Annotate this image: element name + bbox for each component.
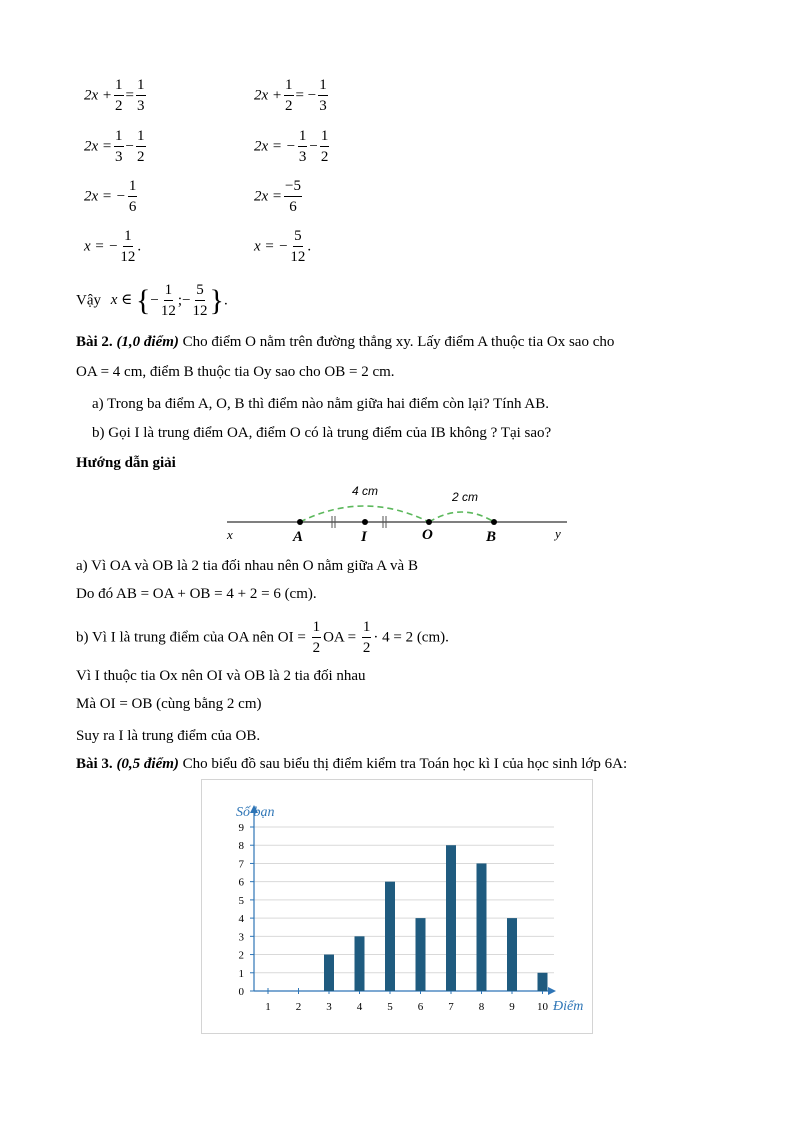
left-brace: { [136, 284, 151, 317]
bar-9 [507, 918, 517, 991]
equation-line-left-4: x = − $\frac{1}{12}$ . [84, 228, 142, 265]
fraction: $\frac{1}{3}$ [137, 77, 145, 114]
bai3-text: Cho biểu đồ sau biểu thị điểm kiểm tra Toán học kì I của học sinh lớp 6A: [182, 756, 628, 772]
label-O: O [422, 527, 433, 543]
x-axis-title: Điểm [553, 999, 584, 1014]
fraction: $\frac{1}{3}$ [319, 77, 327, 114]
point-A [297, 519, 303, 525]
bar-3 [324, 955, 334, 991]
bai2-line1 [76, 334, 614, 351]
y-tick-label-1: 1 [238, 967, 244, 980]
x-tick-label-10: 10 [537, 1001, 548, 1013]
fraction: $\frac{5}{12}$ [192, 282, 208, 319]
conclusion-var: x ∈ [110, 292, 133, 309]
y-tick-label-2: 2 [238, 949, 244, 962]
bar-8 [477, 863, 487, 991]
x-tick-label-7: 7 [448, 1001, 454, 1013]
label-I: I [361, 529, 367, 545]
label-x: x [227, 527, 233, 542]
bar-5 [385, 882, 395, 991]
fraction-half: $\frac{1}{2}$ [362, 619, 371, 656]
fraction: $\frac{5}{12}$ [290, 228, 306, 265]
bai2-label: Bài 2. [76, 334, 113, 350]
fraction: $\frac{1}{3}$ [115, 128, 123, 165]
bar-7 [446, 845, 456, 991]
equation-line-right-4: x = − $\frac{5}{12}$ . [254, 228, 312, 265]
fraction: $\frac{1}{3}$ [298, 128, 307, 165]
y-tick-label-3: 3 [238, 931, 244, 944]
y-tick-label-5: 5 [238, 894, 244, 907]
equation-line-left-2: 2x = $\frac{1}{3}$ − $\frac{1}{2}$ [84, 128, 145, 165]
x-tick-label-9: 9 [509, 1001, 515, 1013]
arc1-label: 4 cm [352, 484, 379, 498]
y-tick-label-7: 7 [238, 858, 244, 871]
sol-b3: Mà OI = OB (cùng bằng 2 cm) [76, 696, 262, 712]
x-tick-label-4: 4 [356, 1001, 363, 1013]
y-tick-label-0: 0 [238, 986, 244, 998]
arc2-label: 2 cm [452, 490, 479, 504]
sol-b2: Vì I thuộc tia Ox nên OI và OB là 2 tia đối nhau [76, 668, 366, 684]
equation-line-right-1: 2x + $\frac{1}{2}$ = − $\frac{1}{3}$ [254, 77, 327, 114]
sol-a1: a) Vì OA và OB là 2 tia đối nhau nên O nằm giữa A và B [76, 558, 418, 574]
x-tick-label-3: 3 [326, 1001, 332, 1013]
bar-10 [538, 973, 548, 991]
y-tick-label-4: 4 [238, 913, 244, 926]
chart-frame [201, 779, 593, 1034]
equation-line-left-3: 2x = − $\frac{1}{6}$ [84, 178, 137, 215]
y-axis-title: Số bạn [236, 805, 275, 820]
equation-line-right-3: 2x = $\frac{-5}{6}$ [254, 178, 301, 215]
conclusion-prefix: Vậy [76, 292, 101, 309]
bai3-line [76, 756, 627, 773]
fraction: $\frac{-5}{6}$ [285, 178, 301, 215]
fraction: $\frac{1}{12}$ [120, 228, 136, 265]
fraction: $\frac{1}{6}$ [128, 178, 137, 215]
x-tick-label-2: 2 [295, 1001, 302, 1013]
sol-b1: b) Vì I là trung điểm của OA nên OI = $\frac{1}{2}$ OA = $\frac{1}{2}$ · 4 = 2 (cm). [76, 619, 449, 656]
arc-OB [429, 512, 494, 522]
fraction-half: $\frac{1}{2}$ [312, 619, 321, 656]
fraction: $\frac{1}{2}$ [115, 77, 123, 114]
x-tick-label-1: 1 [265, 1001, 271, 1013]
point-I [362, 519, 368, 525]
y-tick-label-6: 6 [238, 876, 244, 889]
x-tick-label-6: 6 [417, 1001, 424, 1013]
equation-line-left-1: 2x + $\frac{1}{2}$ = $\frac{1}{3}$ [84, 77, 145, 114]
bai3-points: (0,5 điểm) [116, 756, 179, 772]
bai2-text: Cho điểm O nằm trên đường thẳng xy. Lấy điểm A thuộc tia Ox sao cho [182, 334, 615, 350]
bar-6 [416, 918, 426, 991]
right-brace: } [209, 284, 224, 317]
bai2-question-b: b) Gọi I là trung điểm OA, điểm O có là trung điểm của IB không ? Tại sao? [92, 425, 552, 441]
label-A: A [293, 529, 304, 545]
bar-4 [355, 936, 365, 991]
bar-chart [202, 780, 592, 1033]
point-O [426, 519, 432, 525]
equation-line-right-2: 2x = − $\frac{1}{3}$ − $\frac{1}{2}$ [254, 128, 329, 165]
x-tick-label-5: 5 [387, 1001, 393, 1013]
guide-title: Hướng dẫn giải [76, 455, 176, 471]
sol-b4: Suy ra I là trung điểm của OB. [76, 728, 261, 744]
label-B: B [486, 529, 497, 545]
conclusion-line: Vậy x ∈ {− $\frac{1}{12}$ ;− $\frac{5}{12}$ }. [76, 282, 228, 319]
segment-figure [222, 480, 572, 546]
x-tick-label-8: 8 [478, 1001, 485, 1013]
bai2-points: (1,0 điểm) [116, 334, 179, 350]
fraction: $\frac{1}{2}$ [285, 77, 293, 114]
label-y: y [555, 526, 561, 541]
fraction: $\frac{1}{2}$ [137, 128, 145, 165]
bai2-line2: OA = 4 cm, điểm B thuộc tia Oy sao cho OB = 2 cm. [76, 364, 395, 380]
y-tick-label-9: 9 [238, 822, 244, 834]
bai2-question-a: a) Trong ba điểm A, O, B thì điểm nào nằm giữa hai điểm còn lại? Tính AB. [92, 396, 549, 412]
y-tick-label-8: 8 [238, 840, 244, 853]
bai3-label: Bài 3. [76, 756, 113, 772]
fraction: $\frac{1}{2}$ [320, 128, 329, 165]
sol-a2: Do đó AB = OA + OB = 4 + 2 = 6 (cm). [76, 586, 317, 602]
fraction: $\frac{1}{12}$ [160, 282, 176, 319]
x-axis-arrow [548, 987, 556, 995]
point-B [491, 519, 497, 525]
